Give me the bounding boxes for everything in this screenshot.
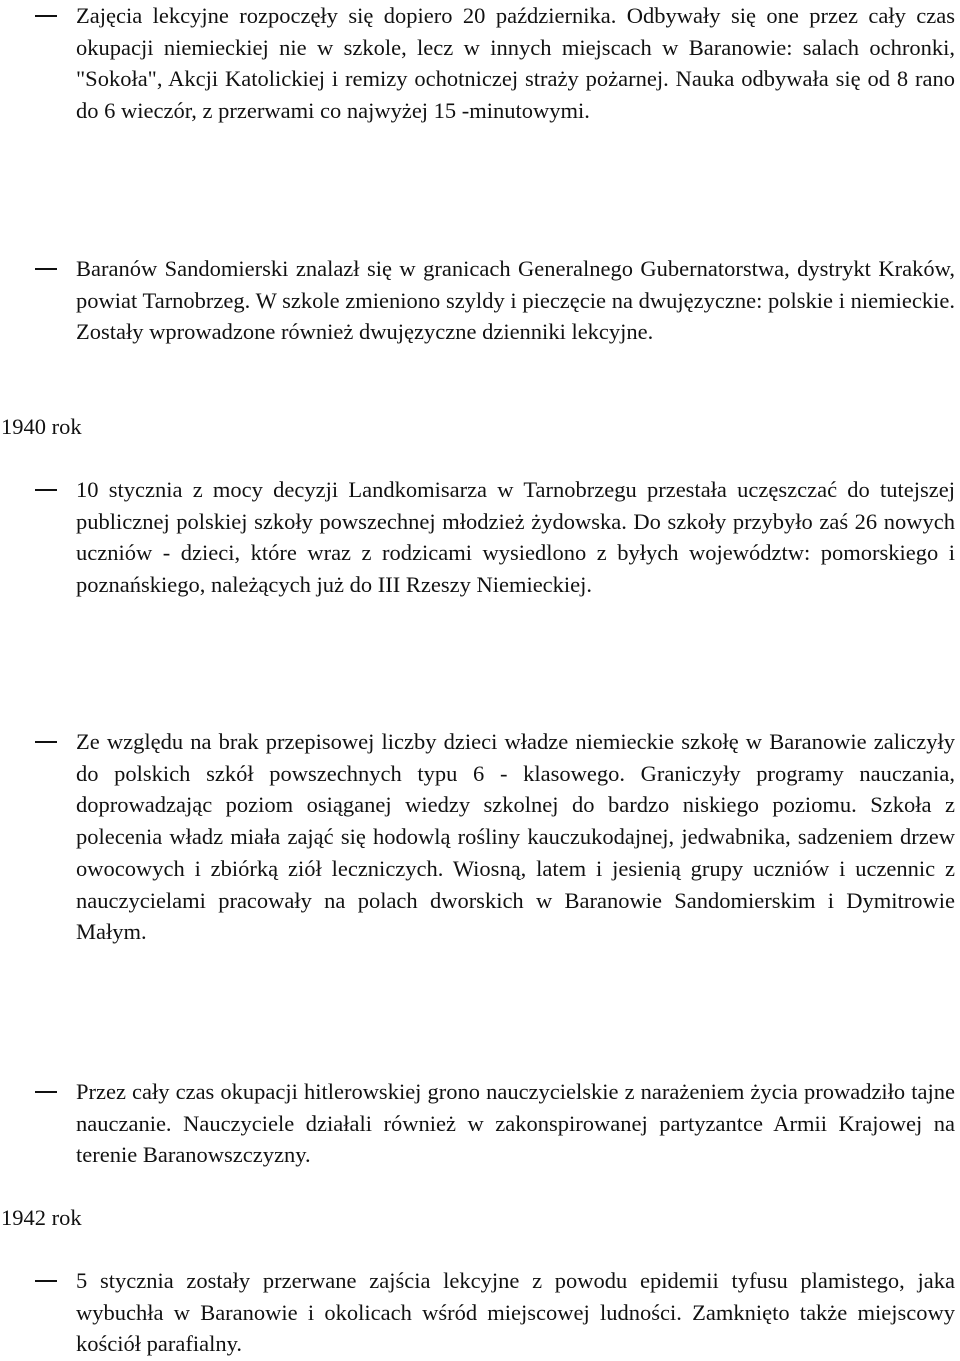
- year-heading-1940: 1940 rok: [1, 414, 82, 439]
- paragraph-6: [76, 1265, 955, 1360]
- paragraph-5: [76, 1076, 955, 1171]
- year-heading-1942: 1942 rok: [1, 1205, 82, 1230]
- paragraph-1-text: Zajęcia lekcyjne rozpoczęły się dopiero 20 października. Odbywały się one przez cały czas okupacji niemieckiej nie w szkole, lecz w innych miejscach w Baranowie: salach ochronki, "Sokoła", Akcji Katolickiej i remizy ochotniczej straży pożarnej. Nauka odbywała się od 8 rano do 6 wieczór, z przerwami co najwyżej 15 -minutowymi.: [76, 3, 955, 124]
- paragraph-1: [76, 0, 955, 127]
- paragraph-5-text: Przez cały czas okupacji hitlerowskiej grono nauczycielskie z narażeniem życia prowadziło tajne nauczanie. Nauczyciele działali również w zakonspirowanej partyzantce Armii Krajowej na terenie Baranowszczyzny.: [76, 1079, 955, 1168]
- dash-bullet-icon: [35, 253, 57, 284]
- paragraph-4: [76, 726, 955, 948]
- dash-bullet-icon: [35, 1076, 57, 1107]
- paragraph-6-text: 5 stycznia zostały przerwane zajścia lekcyjne z powodu epidemii tyfusu plamistego, jaka wybuchła w Baranowie i okolicach wśród miejscowej ludności. Zamknięto także miejscowy kościół parafialny.: [76, 1268, 955, 1357]
- dash-bullet-icon: [35, 1265, 57, 1296]
- paragraph-3: [76, 474, 955, 601]
- paragraph-4-text: Ze względu na brak przepisowej liczby dzieci władze niemieckie szkołę w Baranowie zaliczyły do polskich szkół powszechnych typu 6 - klasowego. Graniczyły programy nauczania, doprowadzając poziom osiąganej wiedzy szkolnej do bardzo niskiego poziomu. Szkoła z polecenia władz miała zająć się hodowlą rośliny kauczukodajnej, jedwabnika, sadzeniem drzew owocowych i zbiórką ziół leczniczych. Wiosną, latem i jesienią grupy uczniów i uczennic z nauczycielami pracowały na polach dworskich w Baranowie Sandomierskim i Dymitrowie Małym.: [76, 729, 955, 945]
- dash-bullet-icon: [35, 474, 57, 505]
- paragraph-2-text: Baranów Sandomierski znalazł się w granicach Generalnego Gubernatorstwa, dystrykt Kraków, powiat Tarnobrzeg. W szkole zmieniono szyldy i pieczęcie na dwujęzyczne: polskie i niemieckie. Zostały wprowadzone również dwujęzyczne dzienniki lekcyjne.: [76, 256, 955, 345]
- paragraph-3-text: 10 stycznia z mocy decyzji Landkomisarza w Tarnobrzegu przestała uczęszczać do tutejszej publicznej polskiej szkoły powszechnej młodzież żydowska. Do szkoły przybyło zaś 26 nowych uczniów - dzieci, które wraz z rodzicami wysiedlono z byłych województw: pomorskiego i poznańskiego, należących już do III Rzeszy Niemieckiej.: [76, 477, 955, 598]
- paragraph-2: [76, 253, 955, 348]
- dash-bullet-icon: [35, 0, 57, 31]
- dash-bullet-icon: [35, 726, 57, 757]
